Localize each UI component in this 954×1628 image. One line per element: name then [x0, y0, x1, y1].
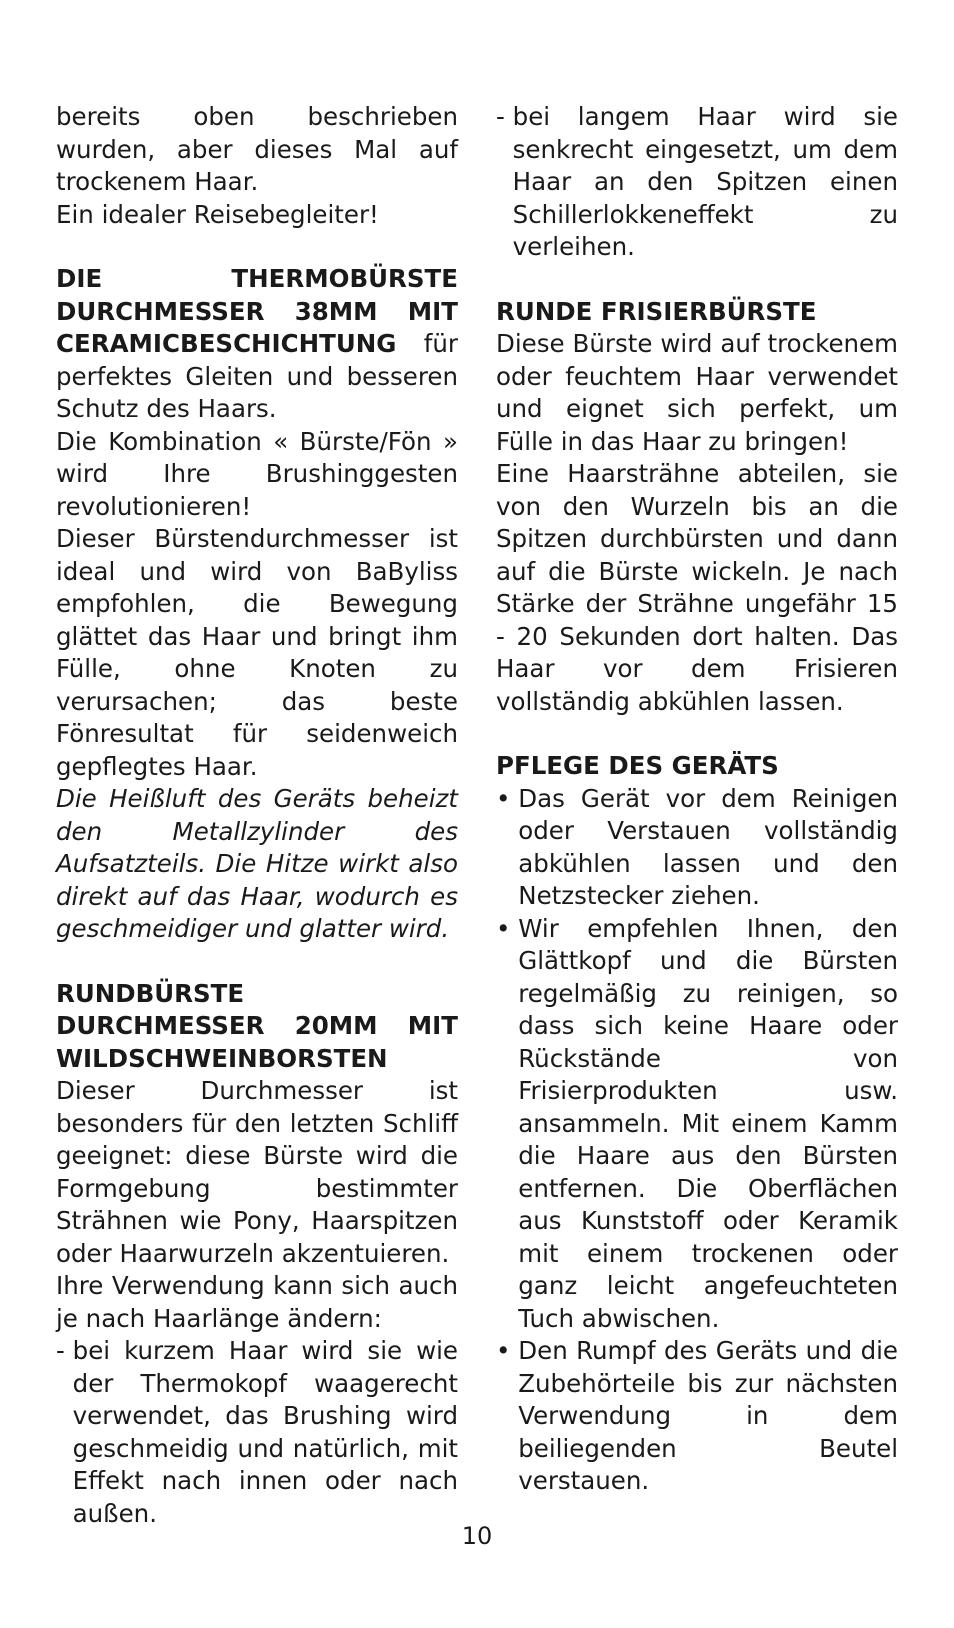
dash-marker: - [496, 102, 513, 131]
bullet-marker: • [496, 913, 519, 943]
left-column [56, 101, 458, 1530]
page-number: 10 [461, 1522, 493, 1550]
section-thermobuerste [56, 263, 458, 426]
paragraph: bereits oben beschrieben wurden, aber dieses Mal auf trockenem Haar. [56, 102, 458, 196]
bullet-marker: • [496, 1336, 519, 1365]
section-heading: PFLEGE DES GERÄTS [496, 751, 779, 780]
list-item-text: Den Rumpf des Geräts und die Zubehörteile bis zur nächsten Verwendung in dem beiliegenden Beutel verstauen. [518, 1336, 898, 1495]
bullet-marker: • [496, 783, 519, 813]
list-item-text: bei kurzem Haar wird sie wie der Thermokopf waagerecht verwendet, das Brushing wird geschmeidig und natürlich, mit Effekt nach innen oder nach außen. [72, 1336, 458, 1528]
paragraph: Dieser Durchmesser ist besonders für den letzten Schliff geeignet: diese Bürste wird die Formgebung bestimmter Strähnen wie Pony, Haarspitzen oder Haarwurzeln akzentuieren. [56, 1076, 458, 1268]
dash-marker: - [56, 1336, 73, 1365]
paragraph: Diese Bürste wird auf trockenem oder feuchtem Haar verwendet und eignet sich perfekt, um Fülle in das Haar zu bringen! [496, 329, 898, 456]
list-item-text: Das Gerät vor dem Reinigen oder Verstauen vollständig abkühlen lassen und den Netzstecker ziehen. [518, 783, 898, 910]
heading-continuation: für perfektes Gleiten und besseren Schutz des Haars. [56, 329, 458, 423]
bullet-list-item [496, 1335, 898, 1498]
bullet-list-item [496, 913, 898, 1336]
bullet-list-item [496, 783, 898, 913]
italic-note: Die Heißluft des Geräts beheizt den Metallzylinder des Aufsatzteils. Die Hitze wirkt also direkt auf das Haar, wodurch es geschmeidiger und glatter wird. [56, 784, 458, 943]
dash-list-item [496, 101, 898, 264]
section-heading: DIE THERMOBÜRSTE DURCHMESSER 38MM MIT CERAMICBESCHICHTUNG [56, 264, 458, 358]
paragraph: Eine Haarsträhne abteilen, sie von den Wurzeln bis an die Spitzen durchbürsten und dann auf die Bürste wickeln. Je nach Stärke der Strähne ungefähr 15 - 20 Sekunden dort halten. Das Haar vor dem Frisieren vollständig abkühlen lassen. [496, 459, 898, 716]
paragraph: Ein idealer Reisebegleiter! [56, 199, 379, 229]
section-heading: RUNDE FRISIERBÜRSTE [496, 296, 817, 326]
section-heading: RUNDBÜRSTE DURCHMESSER 20MM MIT WILDSCHWEINBORSTEN [56, 978, 458, 1073]
paragraph: Dieser Bürstendurchmesser ist ideal und wird von BaByliss empfohlen, die Bewegung glättet das Haar und bringt ihm Fülle, ohne Knoten zu verursachen; das beste Fönresultat für seidenweich gepflegtes Haar. [56, 524, 458, 781]
paragraph: Ihre Verwendung kann sich auch je nach Haarlänge ändern: [56, 1271, 458, 1333]
list-item-text: bei langem Haar wird sie senkrecht eingesetzt, um dem Haar an den Spitzen einen Schillerlokkeneffekt zu verleihen. [512, 102, 898, 261]
dash-list-item [56, 1335, 458, 1530]
paragraph: Die Kombination « Bürste/Fön » wird Ihre Brushinggesten revolutionieren! [56, 426, 458, 521]
list-item-text: Wir empfehlen Ihnen, den Glättkopf und die Bürsten regelmäßig zu reinigen, so dass sich keine Haare oder Rückstände von Frisierprodukten usw. ansammeln. Mit einem Kamm die Haare aus den Bürsten entfernen. Die Oberflächen aus Kunststoff oder Keramik mit einem trockenen oder ganz leicht angefeuchteten Tuch abwischen. [518, 913, 898, 1333]
right-column [496, 101, 898, 1498]
